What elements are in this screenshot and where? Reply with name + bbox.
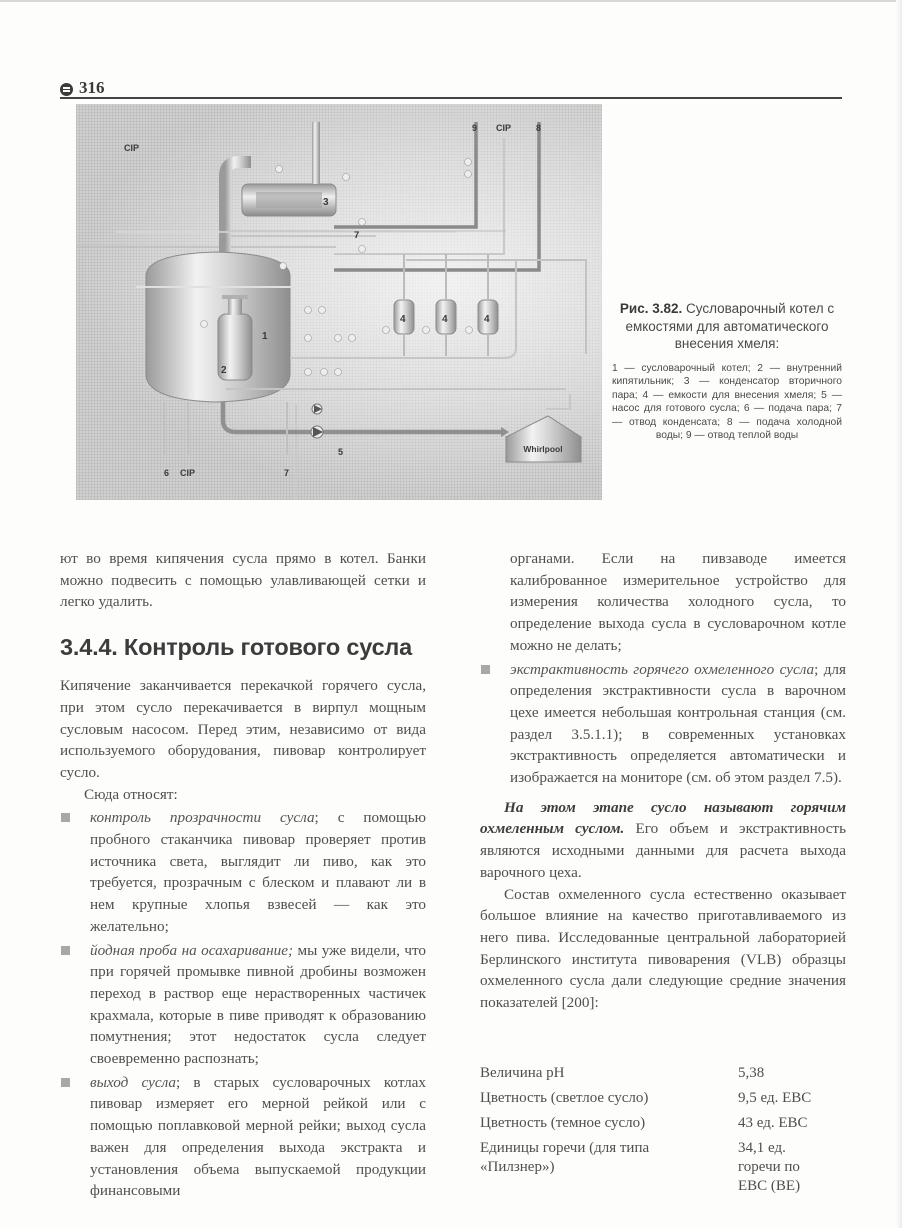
label-3: 3: [323, 197, 329, 208]
left-column: [60, 548, 426, 1202]
bullet-term: выход сусла: [90, 1073, 176, 1091]
whirlpool-tank: [506, 416, 581, 462]
value-cell: 9,5 ед. EBC: [738, 1090, 812, 1106]
parameter-cell: Цветность (темное сусло): [480, 1115, 646, 1131]
parameter-cell: Величина pH: [480, 1065, 565, 1081]
label-4c: 4: [484, 314, 490, 325]
label-4a: 4: [400, 314, 406, 325]
bullet-text: ; с помощью пробного стаканчика пивовар проверяет против источника света, выглядит ли пиво, как это требуется, прозрачным с блеском и плавают ли в нем крупные хлопья взвесей — как это желательно;: [90, 809, 426, 935]
caption-title: [612, 300, 842, 353]
label-cip-top-right: CIP: [496, 123, 512, 133]
bullet-text: ; для определения экстрактивности сусла в варочном цехе имеется небольшая контрольная станция (см. раздел 3.5.1.1); в современных установках экстрактивность определяется автоматически и изображается на мониторе (см. об этом раздел 7.5).: [510, 660, 846, 787]
page-right-edge: [896, 0, 902, 1228]
bullet-term: йодная проба на осахаривание;: [90, 941, 294, 959]
figure-title: Сусловарочный котел с емкостями для автоматического внесения хмеля:: [625, 301, 835, 351]
bullet-square-icon: [61, 1078, 70, 1087]
label-9: 9: [472, 123, 478, 133]
condenser: [242, 122, 336, 216]
label-5: 5: [338, 447, 344, 457]
page-top-edge: [0, 0, 902, 2]
figure-wort-kettle-diagram: [76, 104, 602, 500]
bullet-item: [60, 807, 426, 937]
bullet-square-icon: [61, 813, 70, 822]
bullet-item: [60, 940, 426, 1070]
right-column: [480, 548, 846, 1014]
emphasis-paragraph: [480, 797, 846, 884]
bullet-text: ; в старых сусловарочных котлах пивовар измеряет его мерной рейкой или с помощью поплавковой мерной рейки; выход сусла важен для определения выхода экстракта и установления объема выпускаемой продукции финансовыми: [90, 1073, 426, 1200]
header-rule: [60, 97, 842, 99]
emphasis-followup: Его объем и экстрактивность являются исходными данными для расчета выхода варочного цеха.: [480, 820, 846, 881]
table-row: [480, 1114, 840, 1139]
bullet-item: [480, 659, 846, 789]
page-number: 316: [79, 78, 105, 97]
table-row: [480, 1089, 840, 1114]
label-whirlpool: Whirlpool: [523, 444, 563, 454]
label-2: 2: [221, 365, 227, 376]
table-row: [480, 1139, 840, 1196]
value-cell: 34,1 ед. горечи по EBC (BE): [738, 1140, 801, 1194]
bullet-item: [60, 1072, 426, 1202]
label-cip-top-left: CIP: [124, 143, 140, 153]
section-heading: 3.4.4. Контроль готового сусла: [60, 634, 413, 661]
intro-paragraph: ют во время кипячения сусла прямо в котел. Банки можно подвесить с помощью улавливающей сетки и легко удалить.: [60, 550, 426, 611]
label-7-top: 7: [354, 230, 360, 241]
table-row: [480, 1064, 840, 1089]
figure-legend: 1 — сусловарочный котел; 2 — внутренний кипятильник; 3 — конденсатор вторичного пара; 4 — емкости для внесения хмеля; 5 — насос для готового сусла; 6 — подача пара; 7 — отвод конденсата; 8 — подача холодной воды; 9 — отвод теплой воды: [612, 362, 842, 442]
chapter-marker-icon: [60, 83, 73, 96]
diagram-svg: [76, 104, 602, 500]
bullet-text: мы уже видели, что при горячей промывке пивной дробины возможен переход в раствор еще нерастворенных частичек крахмала, которые в пиве приводят к образованию помутнения; этот недостаток сусла следует своевременно распознать;: [90, 941, 426, 1068]
paragraph-1: Кипячение заканчивается перекачкой горячего сусла, при этом сусло перекачивается в вирпул мощным сусловым насосом. Перед этим, независимо от вида используемого оборудования, пивовар контролирует сусло.: [60, 677, 426, 781]
parameter-cell: Цветность (светлое сусло): [480, 1090, 649, 1106]
wort-values-table: [480, 1064, 840, 1196]
figure-ref: Рис. 3.82.: [619, 301, 683, 316]
emphasis-text: На этом этапе сусло называют горячим охмеленным суслом.: [480, 798, 846, 838]
label-4b: 4: [442, 314, 448, 325]
figure-caption: [612, 300, 842, 443]
composition-paragraph: Состав охмеленного сусла естественно оказывает большое влияние на качество приготавливаемого из него пива. Исследованные центральной лабораторией Берлинского института пивоварения (VLB) образцы охмеленного сусла дали следующие средние значения показателей [200]:: [480, 885, 846, 1012]
bullet-square-icon: [481, 665, 490, 674]
label-8: 8: [536, 123, 542, 133]
value-cell: 5,38: [738, 1065, 765, 1081]
wort-kettle: [136, 252, 296, 402]
value-cell: 43 ед. EBC: [738, 1115, 808, 1131]
parameter-cell: Единицы горечи (для типа «Пилзнер»): [480, 1140, 650, 1175]
label-cip-bottom: CIP: [180, 468, 196, 478]
paragraph-2: Сюда относят:: [84, 785, 178, 803]
continuation-paragraph: органами. Если на пивзаводе имеется калиброванное измерительное устройство для измерения количества холодного сусла, то определение выхода сусла в сусловарочном котле можно не делать;: [510, 550, 846, 654]
label-1: 1: [262, 331, 268, 342]
label-7-bottom: 7: [284, 468, 290, 478]
label-6: 6: [164, 468, 170, 478]
bullet-term: экстрактивность горячего охмеленного сусла: [510, 660, 815, 678]
bullet-square-icon: [61, 946, 70, 955]
bullet-term: контроль прозрачности сусла: [90, 809, 315, 827]
